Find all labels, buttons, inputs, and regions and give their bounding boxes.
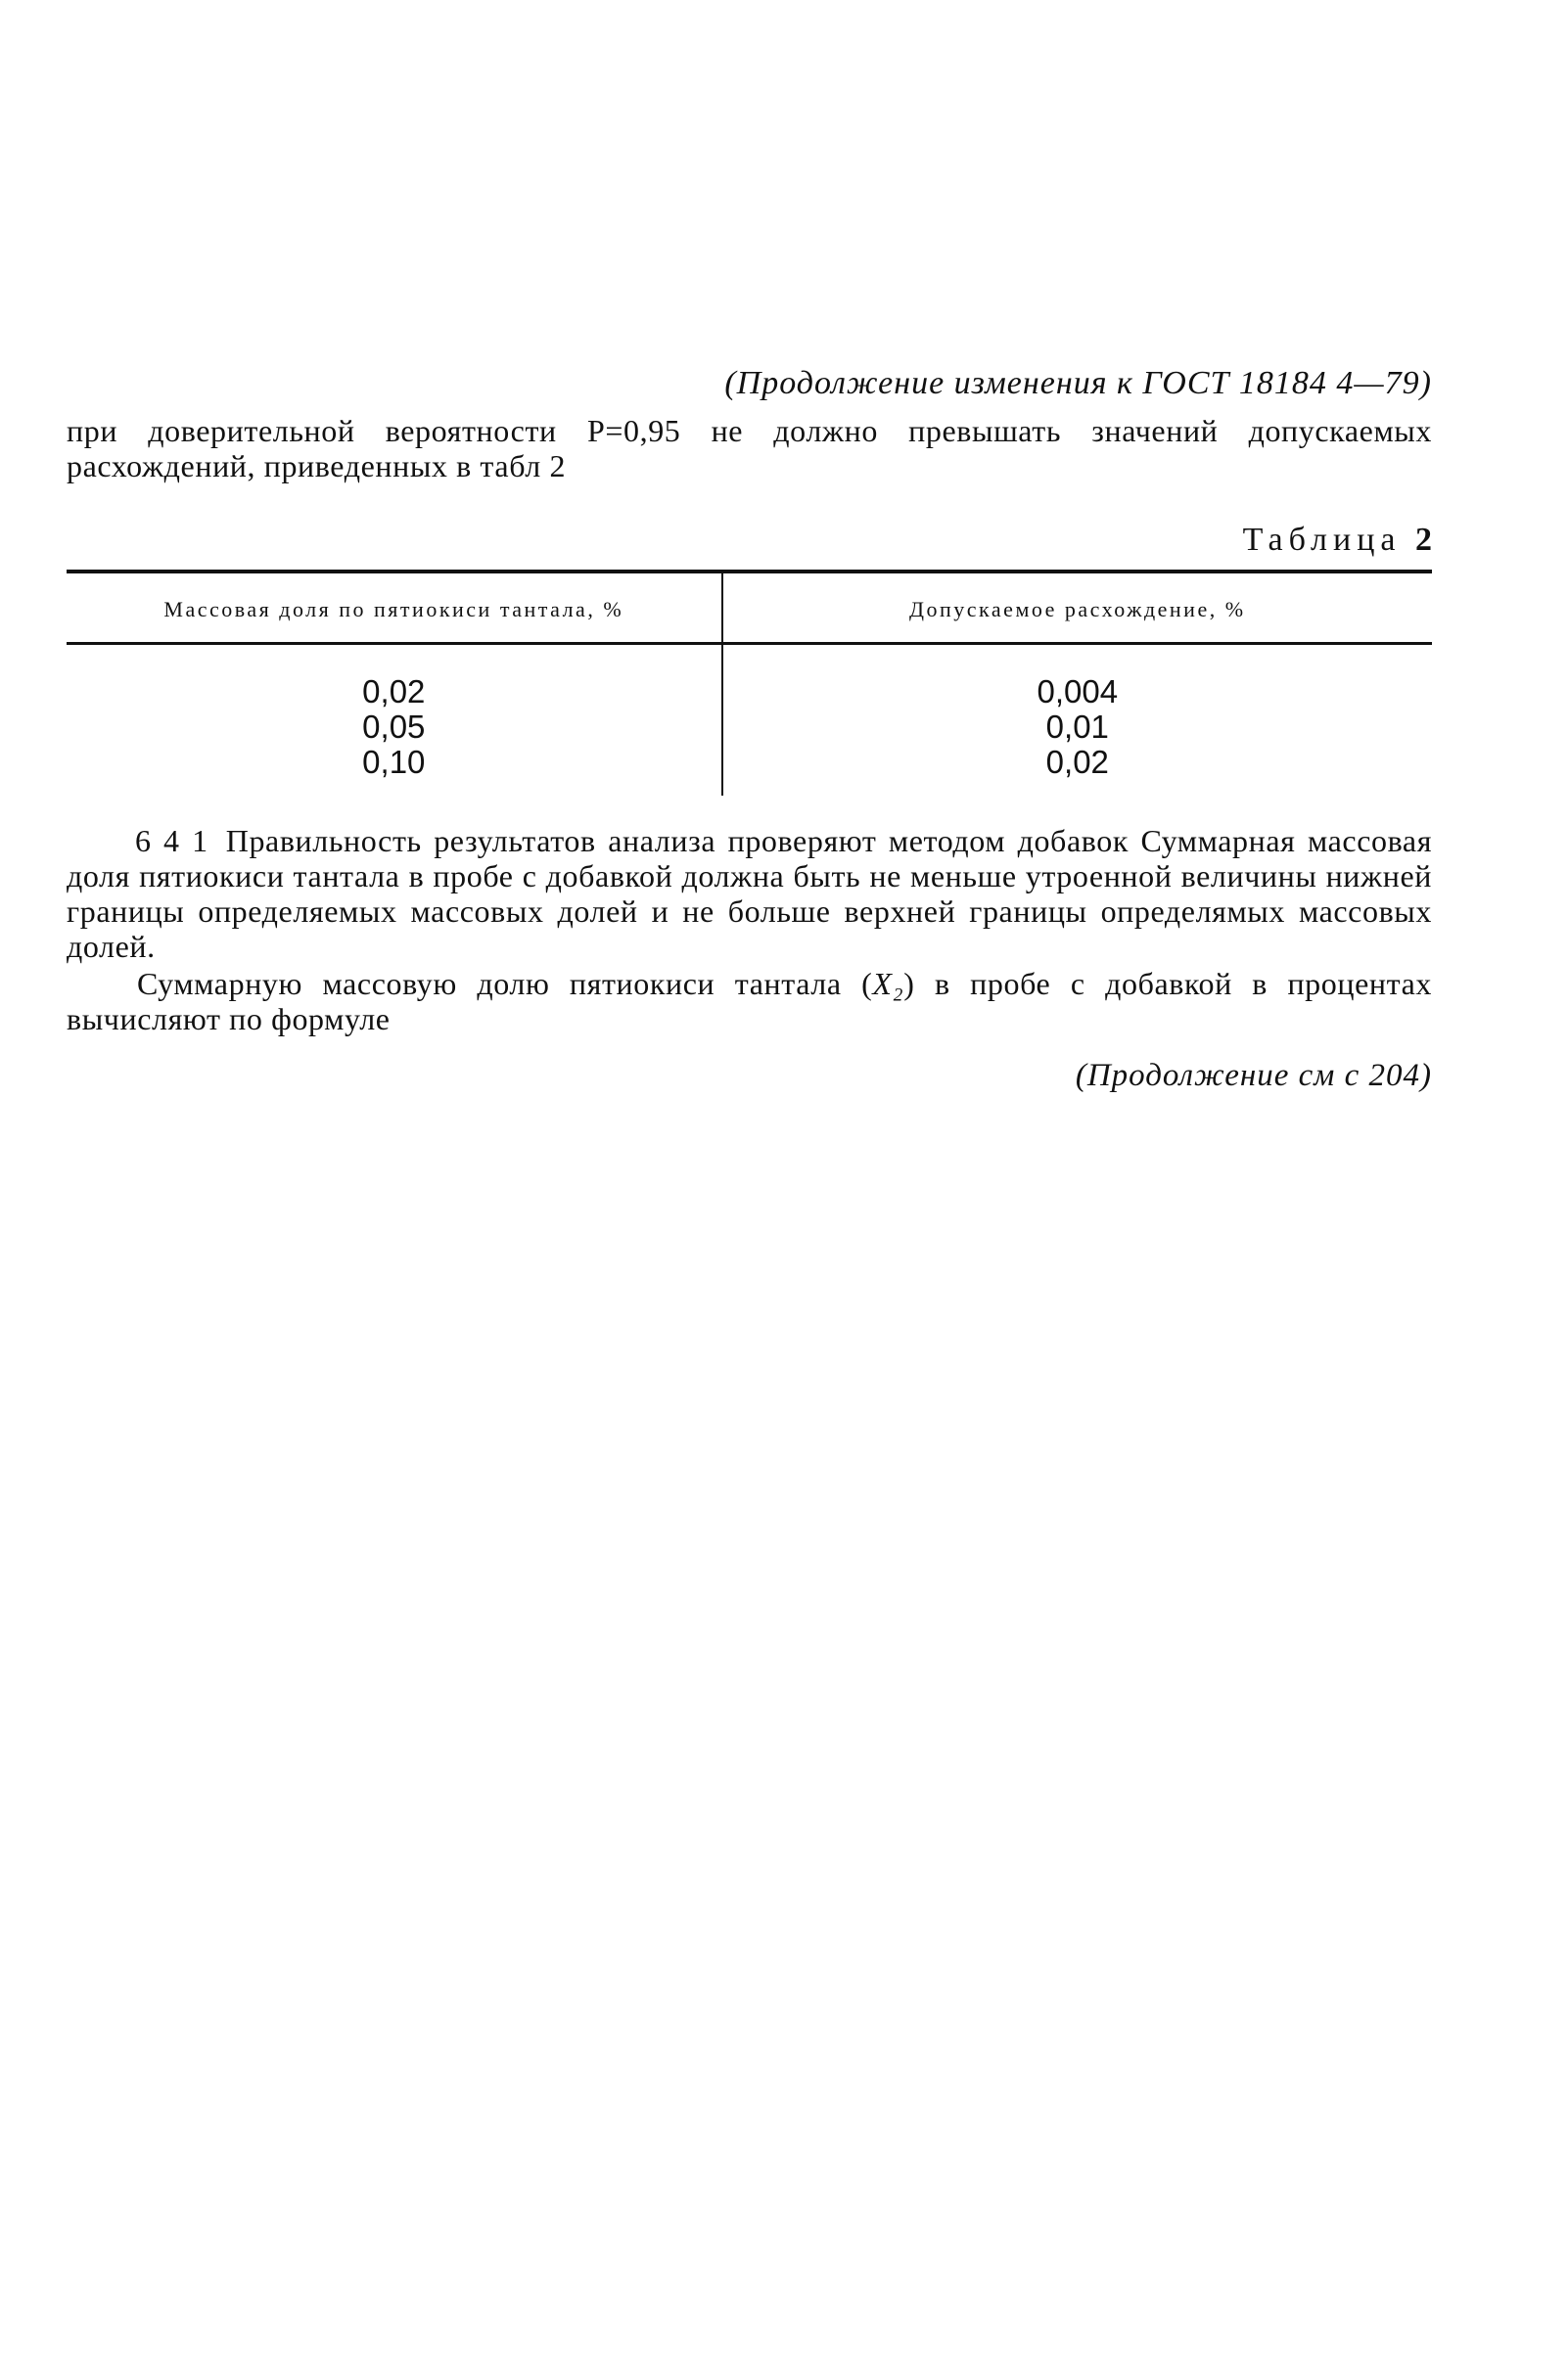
table-row: [67, 709, 1432, 745]
column-header-mass-fraction: Массовая доля по пятиокиси тантала, %: [67, 572, 722, 644]
section-6-4-1: [67, 823, 1432, 964]
formula-intro-paragraph: [67, 966, 1432, 1036]
table-row: [67, 644, 1432, 710]
tolerance-table: [67, 570, 1432, 796]
intro-paragraph: при доверительной вероятности P=0,95 не должно превышать значений допускаемых расхождений, приведенных в табл 2: [67, 413, 1432, 483]
formula-variable: X₂: [872, 966, 904, 1001]
formula-intro-text-before: Суммарную массовую долю пятиокиси тантала (: [137, 966, 873, 1001]
document-page: [67, 362, 1432, 1095]
table-caption: [67, 521, 1432, 560]
table-caption-number: 2: [1415, 522, 1432, 558]
section-number: 6 4 1: [135, 823, 208, 858]
table-row: [67, 745, 1432, 796]
continuation-footer: (Продолжение см с 204): [1075, 1058, 1432, 1093]
table-caption-word: Таблица: [1242, 522, 1402, 558]
table-cell: 0,02: [67, 644, 722, 710]
table-cell: 0,05: [67, 709, 722, 745]
column-header-tolerance: Допускаемое расхождение, %: [722, 572, 1432, 644]
table-cell: 0,01: [1045, 709, 1109, 745]
continuation-header: (Продолжение изменения к ГОСТ 18184 4—79): [724, 365, 1432, 401]
table-cell: 0,10: [67, 745, 722, 796]
formula-intro-text-after: ) в пробе с добавкой в процентах вычисляют по формуле: [67, 966, 1432, 1036]
table-cell: 0,02: [1045, 744, 1109, 780]
section-text: Правильность результатов анализа проверяют методом добавок Суммарная массовая доля пятиокиси тантала в пробе с добавкой должна быть не меньше утроенной величины нижней границы определяемых массовых долей и не больше верхней границы определямых массовых долей.: [67, 823, 1433, 964]
table-header-row: [67, 572, 1432, 644]
table-cell: 0,004: [1037, 673, 1119, 709]
